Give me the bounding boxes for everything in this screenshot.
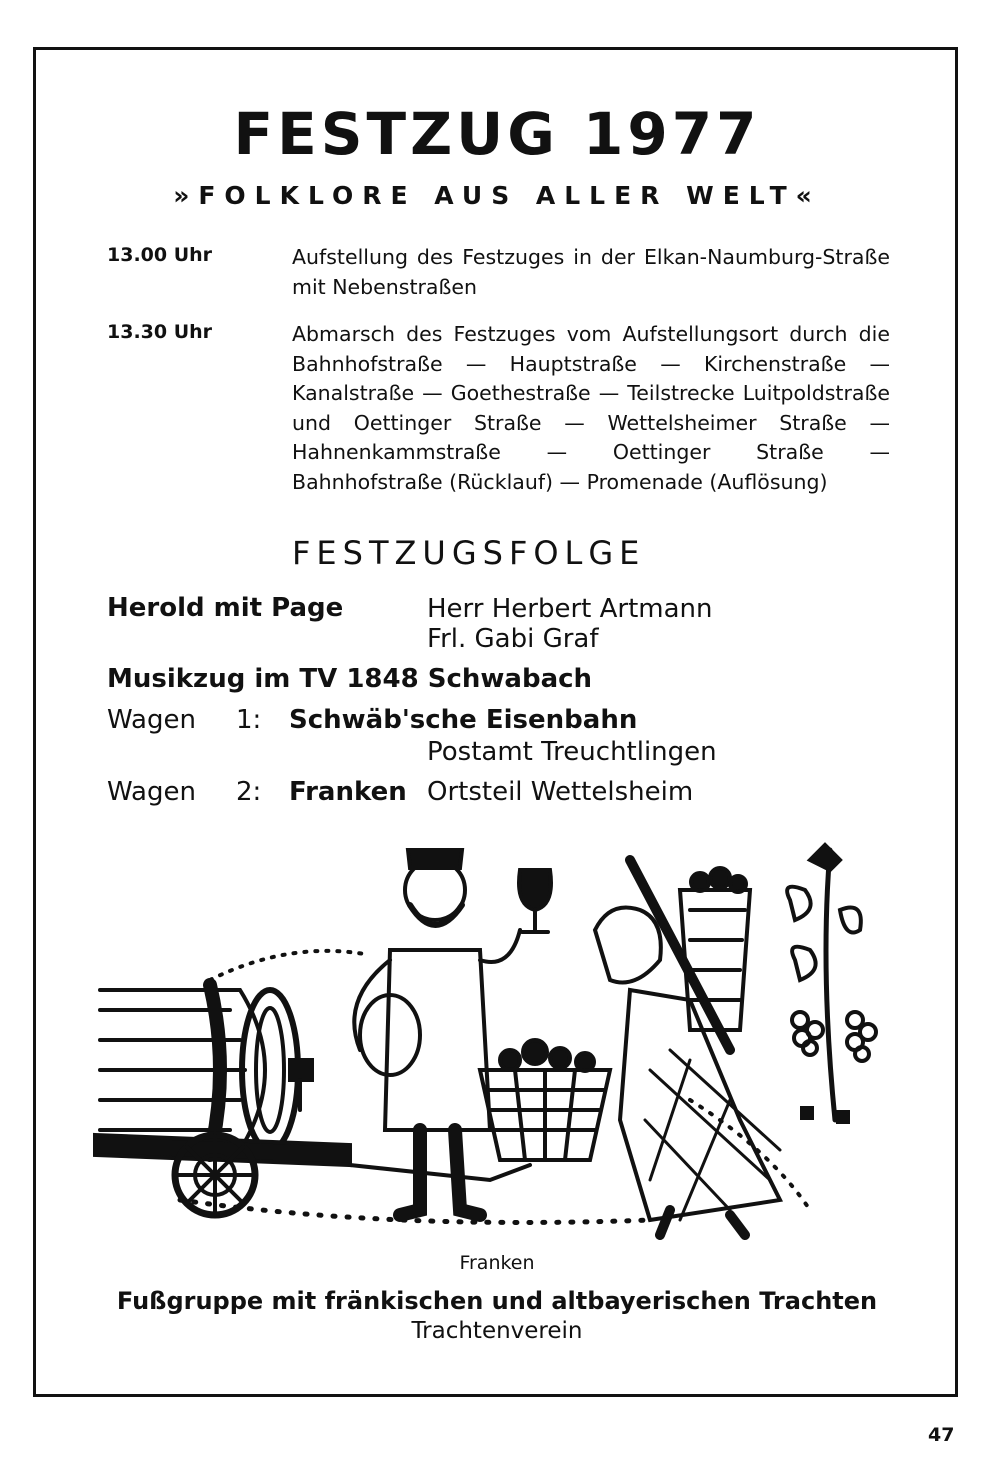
wagen-2-label: Wagen [107, 777, 196, 807]
herold-name-1: Herr Herbert Artmann [427, 594, 713, 624]
page-title: FESTZUG 1977 [233, 100, 761, 168]
page-subtitle: »FOLKLORE AUS ALLER WELT« [173, 181, 821, 210]
schedule-description-1: Aufstellung des Festzuges in der Elkan-Naumburg-Straße mit Nebenstraßen [292, 245, 890, 299]
schedule-time-2: 13.30 Uhr [107, 321, 213, 343]
wine-harvest-illustration-icon [90, 820, 900, 1240]
section-title: FESTZUGSFOLGE [292, 534, 646, 572]
page-number: 47 [928, 1424, 955, 1446]
herold-label: Herold mit Page [107, 593, 344, 623]
wagen-1-title: Schwäb'sche Eisenbahn [289, 705, 638, 735]
herold-name-2: Frl. Gabi Graf [427, 624, 599, 654]
wagen-2-sponsor: Ortsteil Wettelsheim [427, 777, 694, 807]
footer-group-title: Fußgruppe mit fränkischen und altbayerischen Trachten [116, 1287, 878, 1315]
illustration-caption: Franken [459, 1252, 535, 1274]
wagen-1-number: 1: [236, 705, 262, 735]
wagen-2-number: 2: [236, 777, 262, 807]
wagen-1-sponsor: Postamt Treuchtlingen [427, 737, 717, 767]
wagen-1-label: Wagen [107, 705, 196, 735]
schedule-description-2: Abmarsch des Festzuges vom Aufstellungsort durch die Bahnhofstraße — Hauptstraße — Kirchenstraße — Kanalstraße — Goethestraße — Teilstrecke Luitpoldstraße und Oettinger Straße — Wettelsheimer Straße — Hahnenkammstraße — Oettinger Straße — Bahnhofstraße (Rücklauf) — Promenade (Auflösung) [292, 322, 890, 494]
wagen-2-title: Franken [289, 777, 407, 807]
footer-group-sponsor: Trachtenverein [411, 1318, 583, 1344]
musikzug-label: Musikzug im TV 1848 Schwabach [107, 664, 593, 694]
schedule-time-1: 13.00 Uhr [107, 244, 213, 266]
